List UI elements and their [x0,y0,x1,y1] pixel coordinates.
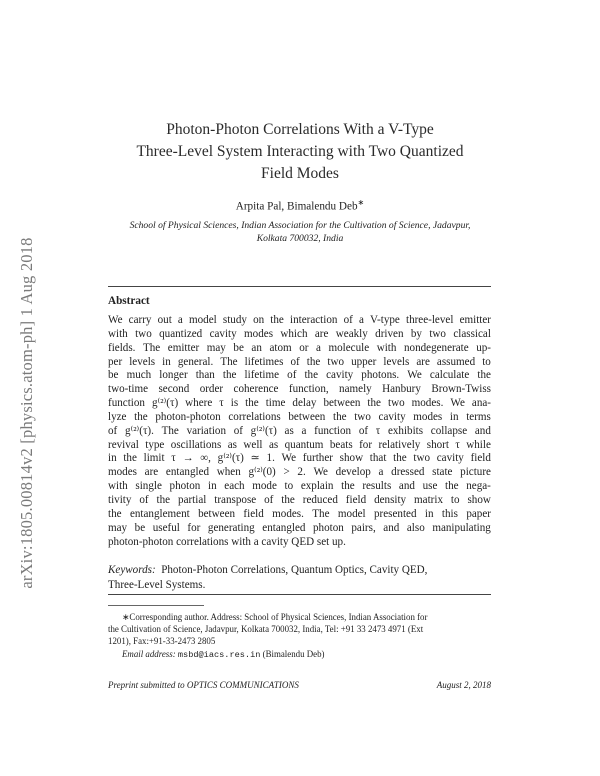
abstract-heading: Abstract [108,295,150,307]
abstract-top-rule [108,286,491,287]
email-link[interactable]: msbd@iacs.res.in [177,649,261,660]
footnote-line: ∗Corresponding author. Address: School of Physical Sciences, Indian Association for [122,612,428,622]
abstract-line: with two quantized cavity modes which are weakly driven by two classical [108,327,491,340]
title-line: Three-Level System Interacting with Two Quantized [136,143,464,160]
abstract-line: function g⁽²⁾(τ) where τ is the time delay between the two modes. We ana- [108,397,491,410]
author-list [100,198,500,213]
abstract-line: lyze the photon-photon correlations between the two cavity modes in terms [108,410,491,423]
abstract-line: tivity of the partial transpose of the reduced field density matrix to show [108,493,491,506]
abstract-line: revival type oscillations as well as quantum beats for relatively short τ while [108,438,491,451]
abstract-line: two-time second order coherence function, namely Hanbury Brown-Twiss [108,383,491,396]
abstract-line: the entanglement between field modes. The model presented in this paper [108,507,491,520]
abstract-line: with single photon in each mode to explain the results and use the nega- [108,480,491,493]
affiliation-line: Kolkata 700032, India [256,233,344,244]
footnote-line: 1201), Fax:+91-33-2473 2805 [108,636,216,647]
abstract-line: of g⁽²⁾(τ). The variation of g⁽²⁾(τ) as a function of τ exhibits collapse and [108,424,491,437]
arxiv-identifier: arXiv:1805.00814v2 [physics.atom-ph] 1 Aug 2018 [17,237,36,589]
abstract-line: in the limit τ → ∞, g⁽²⁾(τ) ≃ 1. We further show that the two cavity field [108,452,491,465]
keywords-text-cont: Three-Level Systems. [108,578,206,591]
email-owner: (Bimalendu Deb) [262,648,325,659]
footnote [108,611,491,661]
abstract-line: modes are entangled when g⁽²⁾(0) > 2. We develop a dressed state picture [108,466,491,479]
keywords-label: Keywords: [108,564,156,576]
authors-text: Arpita Pal, Bimalendu Deb [235,200,358,213]
abstract-line: fields. The emitter may be an atom or a molecule with nondegenerate up- [108,341,491,354]
page-footer [108,680,491,690]
footnote-rule [108,605,204,606]
abstract-bottom-rule [108,594,491,595]
abstract-line: may be useful for generating entangled photon pairs, and also manipulating [108,521,491,534]
paper-title [100,119,500,185]
abstract-line: We carry out a model study on the interaction of a V-type three-level emitter [108,314,491,326]
abstract-line: per levels in general. The lifetimes of the two upper levels are assumed to [108,355,491,368]
affiliation-line: School of Physical Sciences, Indian Association for the Cultivation of Science, Jadavpur, [129,220,471,231]
title-line: Field Modes [261,165,339,182]
affiliation [108,219,492,245]
corresponding-author-mark: ∗ [357,198,365,207]
abstract-line: photon-photon correlations with a cavity QED set up. [108,535,346,548]
abstract-line: be much longer than the lifetime of the cavity photons. We calculate the [108,369,491,382]
title-line: Photon-Photon Correlations With a V-Type [166,121,434,138]
preprint-note: Preprint submitted to OPTICS COMMUNICATIONS [108,680,299,690]
keywords-text: Photon-Photon Correlations, Quantum Optics, Cavity QED, [161,564,428,576]
email-label: Email address: [122,648,176,659]
keywords [108,563,491,592]
abstract-body [108,314,491,549]
footnote-line: the Cultivation of Science, Jadavpur, Kolkata 700032, India, Tel: +91 33 2473 4971 (Ext [108,624,424,635]
preprint-date: August 2, 2018 [436,680,491,690]
